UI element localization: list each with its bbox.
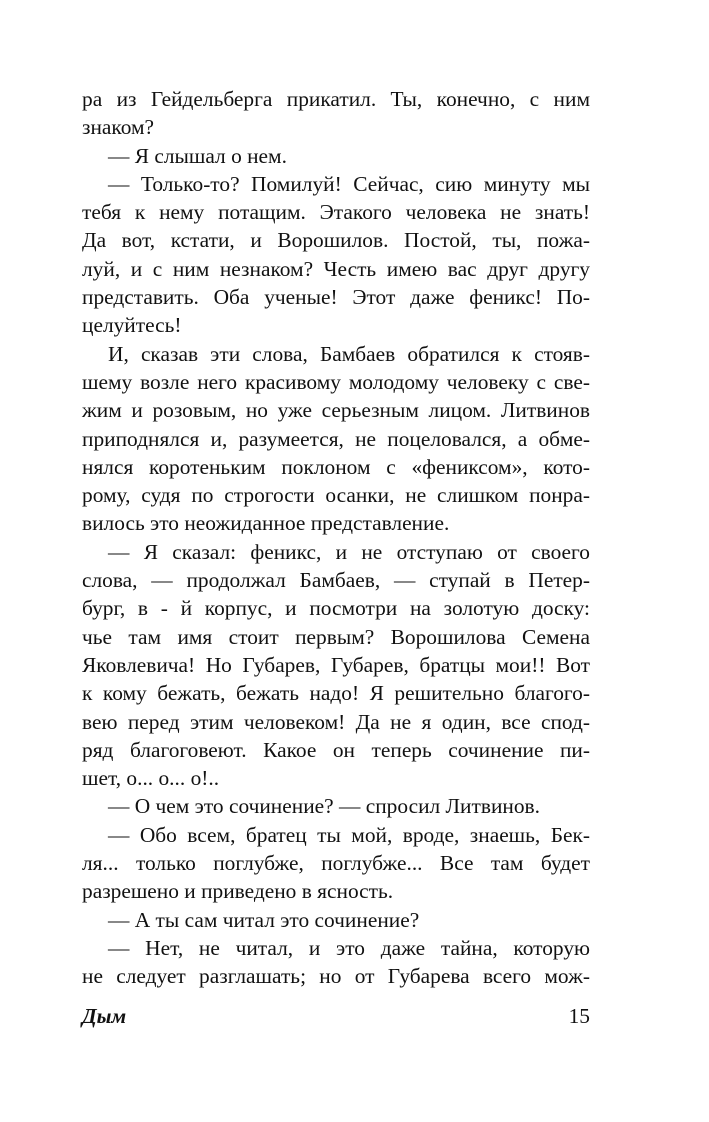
text-line: — Нет, не читал, и это даже тайна, которую: [108, 935, 590, 960]
text-line: целуйтесь!: [82, 313, 182, 338]
text-line: вилось это неожиданное представление.: [82, 511, 450, 536]
body-text: [82, 85, 590, 991]
page-number: 15: [568, 1004, 590, 1028]
text-line: ля... только поглубже, поглубже... Все там будет: [82, 851, 590, 876]
page-footer: [82, 1004, 590, 1034]
text-line: знаком?: [82, 115, 155, 140]
running-title: Дым: [82, 1004, 127, 1028]
text-line: чье там имя стоит первым? Ворошилова Семена: [82, 624, 590, 649]
text-line: ра из Гейдельберга прикатил. Ты, конечно, с ним: [82, 87, 590, 111]
text-line: — Я сказал: феникс, и не отступаю от своего: [108, 539, 590, 564]
text-line: — Обо всем, братец ты мой, вроде, знаешь, Бек-: [108, 822, 590, 847]
text-line: представить. Оба ученые! Этот даже феникс! По-: [82, 285, 590, 310]
text-line: бург, в - й корпус, и посмотри на золотую доску:: [82, 596, 590, 621]
text-line: — О чем это сочинение? — спросил Литвинов.: [108, 794, 540, 819]
text-line: ряд благоговеют. Какое он теперь сочинение пи-: [82, 737, 590, 762]
text-line: — А ты сам читал это сочинение?: [108, 907, 420, 932]
text-line: луй, и с ним незнаком? Честь имею вас друг другу: [82, 256, 590, 281]
text-line: И, сказав эти слова, Бамбаев обратился к стояв-: [108, 341, 590, 366]
text-line: тебя к нему потащим. Этакого человека не знать!: [82, 200, 590, 225]
text-line: шет, о... о... о!..: [82, 766, 220, 791]
text-line: не следует разглашать; но от Губарева всего мож-: [82, 964, 590, 989]
text-line: Яковлевича! Но Губарев, Губарев, братцы мои!! Вот: [82, 652, 590, 677]
text-line: Да вот, кстати, и Ворошилов. Постой, ты, пожа-: [82, 228, 590, 253]
text-line: разрешено и приведено в ясность.: [82, 879, 394, 904]
text-line: к кому бежать, бежать надо! Я решительно благого-: [82, 681, 590, 706]
text-line: — Только-то? Помилуй! Сейчас, сию минуту мы: [108, 171, 590, 196]
text-line: нялся коротеньким поклоном с «фениксом», кото-: [82, 454, 590, 479]
text-line: жим и розовым, но уже серьезным лицом. Литвинов: [82, 398, 590, 423]
text-line: слова, — продолжал Бамбаев, — ступай в Петер-: [82, 568, 590, 593]
text-line: рому, судя по строгости осанки, не слишком понра-: [82, 483, 590, 508]
text-line: шему возле него красивому молодому человеку с све-: [82, 369, 590, 394]
text-line: приподнялся и, разумеется, не поцеловался, а обме-: [82, 426, 590, 451]
text-line: — Я слышал о нем.: [108, 143, 287, 168]
text-line: вею перед этим человеком! Да не я один, все спод-: [82, 709, 590, 734]
